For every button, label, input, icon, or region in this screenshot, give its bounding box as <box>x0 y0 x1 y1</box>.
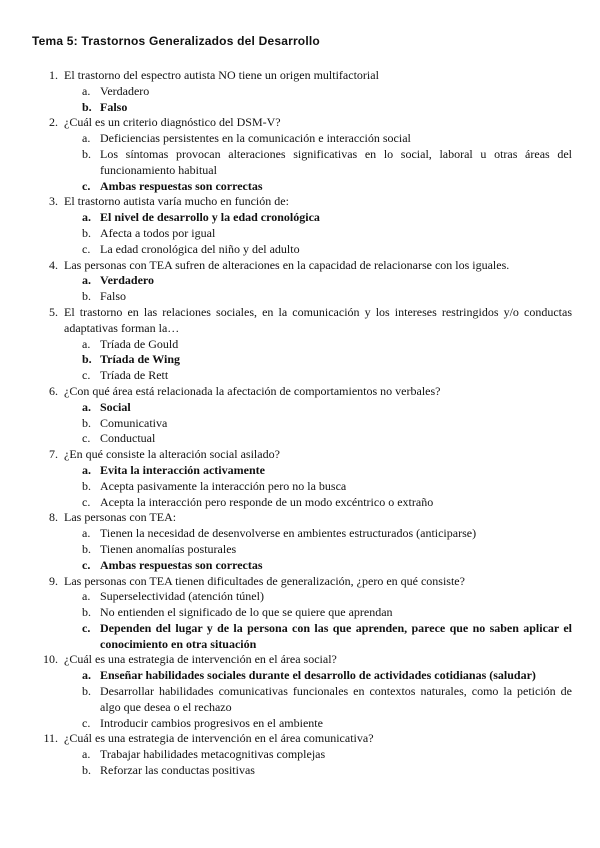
question-line <box>0 194 600 210</box>
question-number: 6. <box>49 383 58 398</box>
question-line <box>0 574 600 590</box>
option-letter: a. <box>82 526 91 541</box>
answer-option-correct <box>0 210 600 226</box>
page-title: Tema 5: Trastornos Generalizados del Desarrollo <box>32 34 320 48</box>
question-text: El trastorno en las relaciones sociales, en la comunicación y los intereses restringidos y/o conductas adaptativas forman la… <box>64 304 572 335</box>
answer-option <box>0 416 600 432</box>
question-line <box>0 652 600 668</box>
option-text: Superselectividad (atención túnel) <box>100 589 264 604</box>
question-line <box>0 115 600 131</box>
option-letter: a. <box>82 399 91 414</box>
question-text: Las personas con TEA: <box>64 510 177 525</box>
option-text: Tienen anomalías posturales <box>100 541 237 556</box>
answer-option <box>0 747 600 763</box>
option-text: Deficiencias persistentes en la comunicación e interacción social <box>100 131 411 146</box>
option-text: Verdadero <box>100 273 154 288</box>
question-number: 5. <box>49 304 58 319</box>
answer-option-correct <box>0 273 600 289</box>
option-text: Tríada de Wing <box>100 352 181 367</box>
answer-option <box>0 368 600 384</box>
option-letter: b. <box>82 289 91 304</box>
option-letter: a. <box>82 668 91 683</box>
question-item <box>0 447 600 510</box>
answer-option-correct <box>0 621 600 653</box>
answer-option <box>0 479 600 495</box>
question-text: Las personas con TEA sufren de alteraciones en la capacidad de relacionarse con los iguales. <box>64 257 510 272</box>
option-letter: b. <box>82 605 91 620</box>
option-text: La edad cronológica del niño y del adulto <box>100 241 300 256</box>
option-letter: c. <box>82 431 91 446</box>
option-letter: c. <box>82 241 91 256</box>
option-text: Introducir cambios progresivos en el ambiente <box>100 715 323 730</box>
question-text: ¿Con qué área está relacionada la afectación de comportamientos no verbales? <box>64 383 441 398</box>
answer-option-correct <box>0 400 600 416</box>
option-text: No entienden el significado de lo que se quiere que aprendan <box>100 605 393 620</box>
answer-option-correct <box>0 668 600 684</box>
answer-option-correct <box>0 100 600 116</box>
question-item <box>0 384 600 447</box>
option-letter: c. <box>82 178 91 193</box>
question-number: 8. <box>49 510 58 525</box>
question-line <box>0 510 600 526</box>
answer-option <box>0 431 600 447</box>
answer-option-correct <box>0 352 600 368</box>
question-line <box>0 384 600 400</box>
answer-option <box>0 226 600 242</box>
question-text: ¿Cuál es un criterio diagnóstico del DSM-V? <box>64 115 281 130</box>
option-text: Ambas respuestas son correctas <box>100 557 263 572</box>
option-text: Desarrollar habilidades comunicativas funcionales en contextos naturales, como la petición de algo que desea o el rechazo <box>100 684 572 714</box>
answer-option <box>0 495 600 511</box>
answer-option <box>0 542 600 558</box>
question-number: 3. <box>49 194 58 209</box>
option-letter: b. <box>82 99 92 114</box>
question-number: 10. <box>43 652 58 667</box>
option-text: Tríada de Gould <box>100 336 179 351</box>
option-text: Acepta la interacción pero responde de un modo excéntrico o extraño <box>100 494 434 509</box>
question-number: 1. <box>49 68 58 82</box>
option-letter: a. <box>82 131 91 146</box>
option-letter: c. <box>82 494 91 509</box>
question-item <box>0 258 600 305</box>
question-line <box>0 731 600 747</box>
answer-option <box>0 337 600 353</box>
answer-option <box>0 289 600 305</box>
option-letter: b. <box>82 763 91 778</box>
option-text: Acepta pasivamente la interacción pero no la busca <box>100 478 347 493</box>
question-text: ¿Cuál es una estrategia de intervención en el área social? <box>64 652 337 667</box>
question-list <box>0 68 600 779</box>
question-item <box>0 574 600 653</box>
option-text: Social <box>100 399 131 414</box>
question-text: ¿En qué consiste la alteración social asilado? <box>64 447 280 462</box>
question-line <box>0 305 600 337</box>
answer-option <box>0 84 600 100</box>
answer-option <box>0 131 600 147</box>
question-number: 2. <box>49 115 58 130</box>
option-text: Evita la interacción activamente <box>100 462 265 477</box>
question-number: 9. <box>49 573 58 588</box>
question-number: 7. <box>49 447 58 462</box>
answer-option-correct <box>0 558 600 574</box>
question-item <box>0 194 600 257</box>
option-letter: b. <box>82 225 91 240</box>
option-letter: c. <box>82 557 91 572</box>
answer-option-correct <box>0 463 600 479</box>
question-item <box>0 305 600 384</box>
option-text: Reforzar las conductas positivas <box>100 763 255 778</box>
option-letter: b. <box>82 541 91 556</box>
option-text: Tríada de Rett <box>100 368 169 383</box>
answer-option <box>0 147 600 179</box>
option-letter: c. <box>82 620 91 635</box>
answer-option <box>0 763 600 779</box>
question-item <box>0 731 600 778</box>
option-text: Los síntomas provocan alteraciones significativas en lo social, laboral u otras áreas del funcionamiento habitual <box>100 146 572 177</box>
option-letter: c. <box>82 715 91 730</box>
question-line <box>0 258 600 274</box>
option-letter: b. <box>82 478 91 493</box>
option-text: Ambas respuestas son correctas <box>100 178 263 193</box>
option-text: Tienen la necesidad de desenvolverse en ambientes estructurados (anticiparse) <box>100 526 477 541</box>
question-text: El trastorno autista varía mucho en función de: <box>64 194 289 209</box>
option-letter: a. <box>82 210 91 225</box>
question-text: Las personas con TEA tienen dificultades de generalización, ¿pero en qué consiste? <box>64 573 465 588</box>
answer-option <box>0 716 600 732</box>
answer-option <box>0 242 600 258</box>
question-text: ¿Cuál es una estrategia de intervención en el área comunicativa? <box>64 731 374 746</box>
question-item <box>0 68 600 115</box>
question-line <box>0 447 600 463</box>
answer-option <box>0 589 600 605</box>
option-letter: a. <box>82 589 91 604</box>
option-text: Afecta a todos por igual <box>100 225 216 240</box>
answer-option-correct <box>0 179 600 195</box>
option-letter: b. <box>82 352 92 367</box>
answer-option <box>0 526 600 542</box>
option-text: Verdadero <box>100 83 150 98</box>
question-number: 11. <box>43 731 58 746</box>
option-text: Falso <box>100 289 127 304</box>
question-number: 4. <box>49 257 58 272</box>
option-letter: b. <box>82 684 91 699</box>
option-text: El nivel de desarrollo y la edad cronológica <box>100 210 320 225</box>
option-text: Trabajar habilidades metacognitivas complejas <box>100 747 326 762</box>
question-text: El trastorno del espectro autista NO tiene un origen multifactorial <box>64 68 379 82</box>
option-letter: a. <box>82 462 91 477</box>
question-item <box>0 115 600 194</box>
option-letter: a. <box>82 83 91 98</box>
option-text: Falso <box>100 99 128 114</box>
option-text: Enseñar habilidades sociales durante el desarrollo de actividades cotidianas (saludar) <box>100 668 536 683</box>
option-letter: a. <box>82 273 91 288</box>
option-text: Comunicativa <box>100 415 168 430</box>
answer-option <box>0 684 600 716</box>
option-text: Conductual <box>100 431 156 446</box>
question-item <box>0 510 600 573</box>
option-letter: b. <box>82 146 91 161</box>
option-text: Dependen del lugar y de la persona con las que aprenden, parece que no saben aplicar el conocimiento en otra situación <box>100 620 572 651</box>
option-letter: a. <box>82 336 91 351</box>
question-line <box>0 68 600 84</box>
option-letter: b. <box>82 415 91 430</box>
question-item <box>0 652 600 731</box>
option-letter: a. <box>82 747 91 762</box>
answer-option <box>0 605 600 621</box>
option-letter: c. <box>82 368 91 383</box>
